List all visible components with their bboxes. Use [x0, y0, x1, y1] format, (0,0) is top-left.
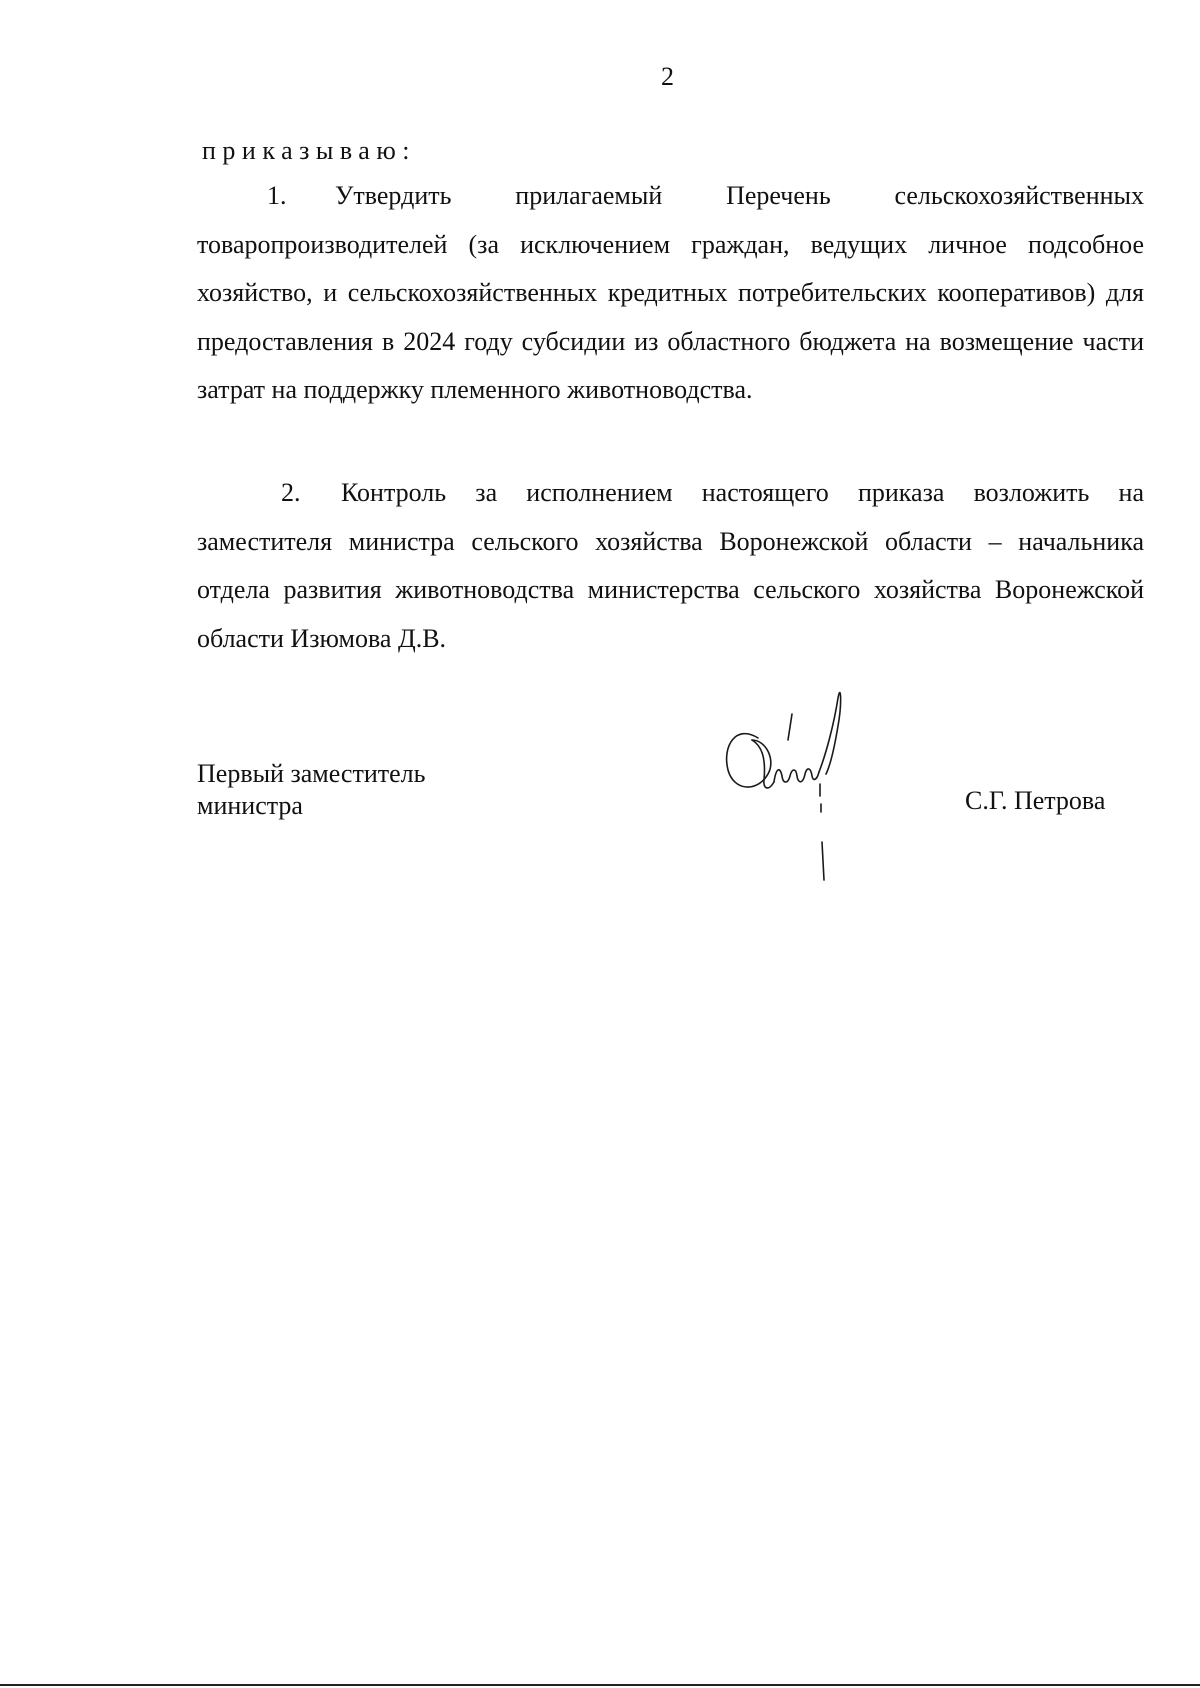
signatory-position-line-2: министра — [197, 791, 303, 820]
signatory-position-line-1: Первый заместитель — [197, 759, 426, 788]
signatory-name: С.Г. Петрова — [965, 786, 1106, 815]
signatory-position — [197, 758, 425, 822]
order-item-2 — [197, 469, 1144, 663]
item-number: 1. — [267, 181, 287, 210]
item-number: 2. — [281, 478, 301, 507]
order-item-1 — [197, 172, 1144, 415]
item-text: Контроль за исполнением настоящего приказа возложить на заместителя министра сельского хозяйства Воронежской области – начальника отдела развития животноводства министерства сельского хозяйства Воронежской области Изюмова Д.В. — [197, 478, 1144, 653]
bottom-border — [0, 1684, 1200, 1686]
item-text: Утвердить прилагаемый Перечень сельскохозяйственных товаропроизводителей (за исключением граждан, ведущих личное подсобное хозяйство, и сельскохозяйственных кредитных потребительских кооперативов) для предоставления в 2024 году субсидии из областного бюджета на возмещение части затрат на поддержку племенного животноводства. — [197, 181, 1144, 404]
page-number: 2 — [661, 62, 674, 91]
order-word: приказываю: — [202, 136, 416, 165]
handwritten-signature — [718, 684, 858, 899]
